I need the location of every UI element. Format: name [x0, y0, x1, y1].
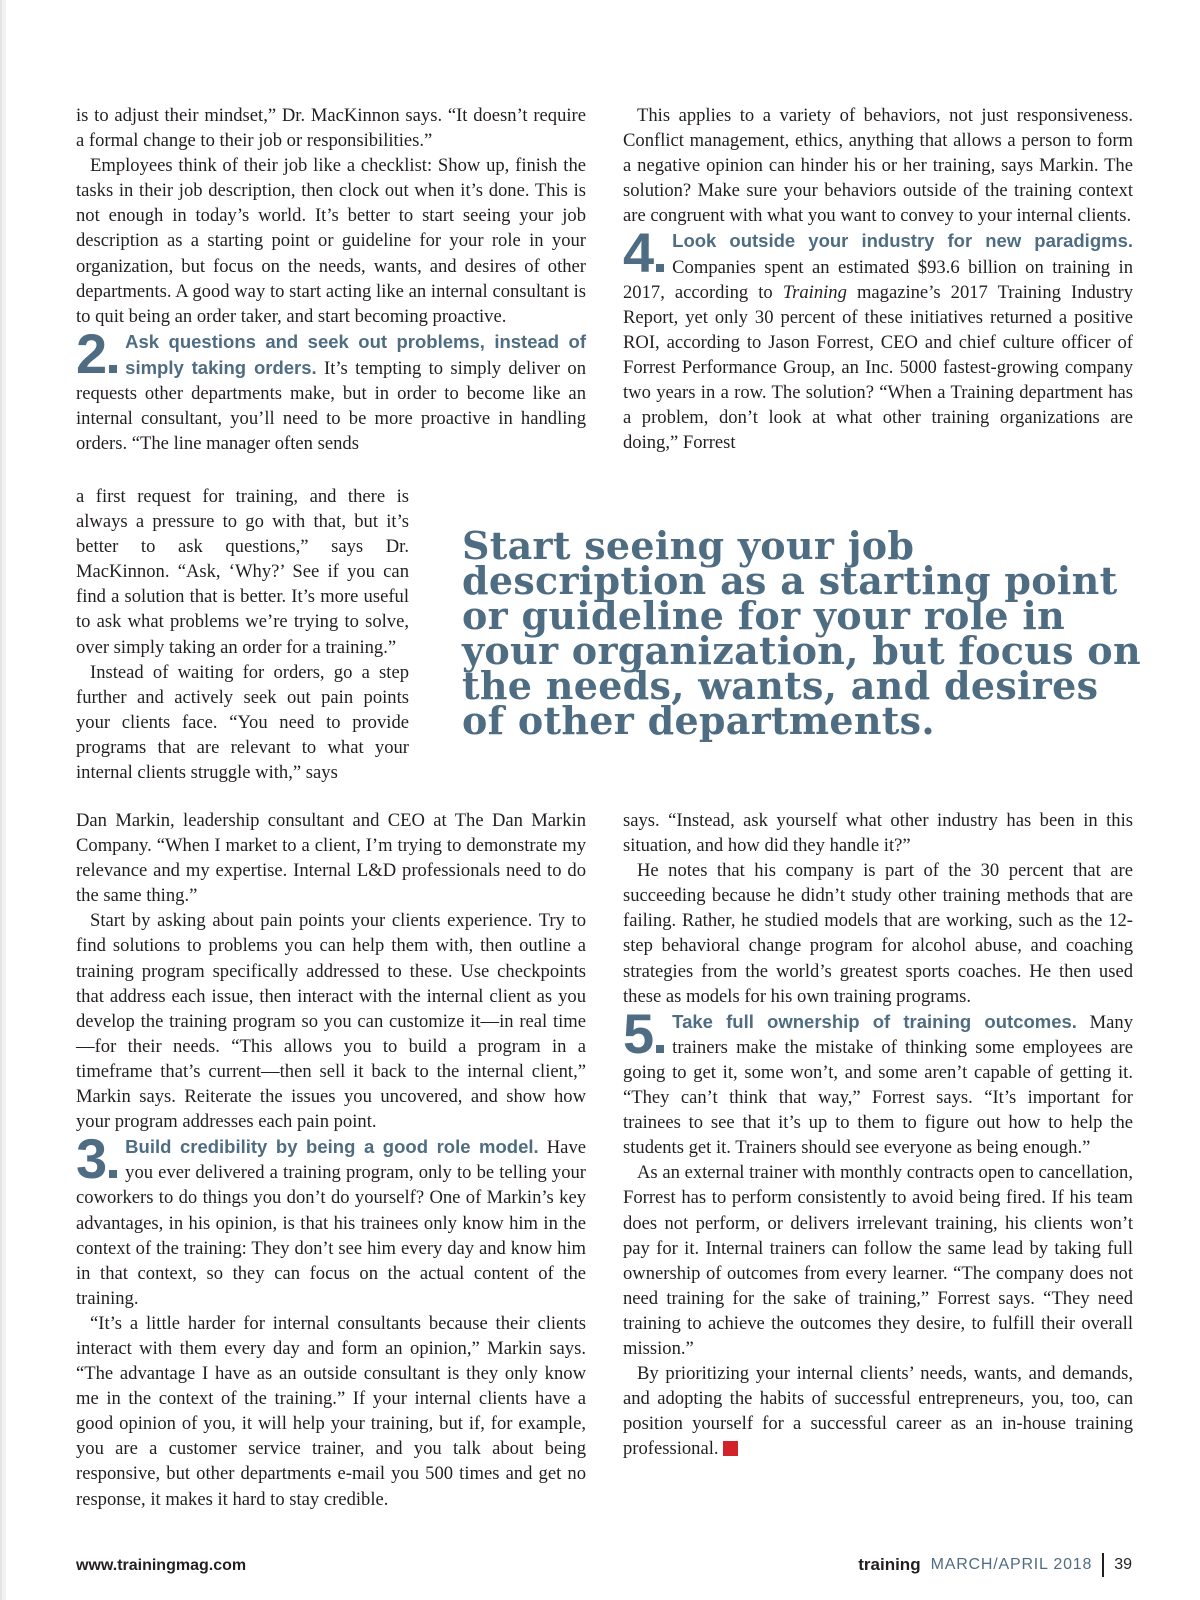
- section-number: 4: [623, 230, 664, 278]
- section-3: [76, 1127, 586, 1311]
- section-heading: Ask questions and seek out problems, instead of simply taking orders.: [125, 330, 586, 378]
- page-edge-line: [0, 0, 2, 1600]
- section-5: [623, 1001, 1133, 1161]
- section-body: Many trainers make the mistake of thinking some employees are going to get it, some won’t, and some aren’t capable of getting it. “They can’t think that way,” Forrest says. “It’s important for trainees to see that it’s up to them to figure out how to help the students get it. Trainers should see everyone as being enough.”: [623, 1011, 1133, 1159]
- section-heading: Build credibility by being a good role model.: [125, 1136, 539, 1158]
- footer-url[interactable]: www.trainingmag.com: [76, 1557, 247, 1574]
- square-bullet-icon: [109, 1170, 117, 1178]
- square-bullet-icon: [109, 365, 117, 373]
- paragraph: Start by asking about pain points your clients experience. Try to find solutions to problems you can help them with, then outline a training program specifically addressed to these. Use checkpoints that address each issue, then interact with the internal client as you develop the training program so you can customize it—in real time—for their needs. “This allows you to build a program in a timeframe that’s current—then sell it back to the internal client,” Markin says. Reiterate the issues you uncovered, and show how your program addresses each pain point.: [76, 910, 586, 1133]
- section-body-continued: magazine’s 2017 Training Industry Report, yet only 30 percent of these initiatives returned a positive ROI, according to Jason Forrest, CEO and chief culture officer of Forrest Performance Group, an Inc. 5000 fastest-growing company two years in a row. The solution? “When a Training department has a problem, don’t look at what other training organizations are doing,” Forrest: [623, 281, 1133, 454]
- paragraph: Instead of waiting for orders, go a step further and actively seek out pain points your clients face. “You need to provide programs that are relevant to what your internal clients struggle with,” says: [76, 661, 409, 784]
- paragraph: is to adjust their mindset,” Dr. MacKinnon says. “It doesn’t require a formal change to their job or responsibilities.”: [76, 105, 586, 152]
- section-2-paragraph: [76, 321, 586, 456]
- paragraph: This applies to a variety of behaviors, not just responsiveness. Conflict management, ethics, anything that allows a person to form a negative opinion can hinder his or her training, says Markin. The solution? Make sure your behaviors outside of the training context are congruent with what you want to convey to your internal clients.: [623, 105, 1133, 227]
- left-column-top: [76, 103, 586, 456]
- footer-issue: MARCH/APRIL 2018: [930, 1556, 1093, 1573]
- paragraph: says. “Instead, ask yourself what other industry has been in this situation, and how did they handle it?”: [623, 810, 1133, 857]
- left-column-narrow: [76, 484, 409, 785]
- paragraph: As an external trainer with monthly contracts open to cancellation, Forrest has to perform consistently to avoid being fired. If his team does not perform, or delivers irrelevant training, his clients won’t pay for it. Internal trainers can follow the same lead by taking full ownership of outcomes from every learner. “The company does not need training for the sake of training,” Forrest says. “They need training to achieve the outcomes they desire, to fulfill their overall mission.”: [623, 1162, 1133, 1359]
- pull-quote: Start seeing your job description as a starting point or guideline for your role in your organization, but focus on the needs, wants, and desires of other departments.: [462, 523, 1141, 743]
- section-4-paragraph: [623, 221, 1133, 455]
- footer-divider: [1102, 1553, 1104, 1577]
- magazine-title: Training: [782, 281, 847, 303]
- paragraph: Employees think of their job like a checklist: Show up, finish the tasks in their job description, then clock out when it’s done. This is not enough in today’s world. It’s better to start seeing your job description as a starting point or guideline for your role in your organization, but focus on the needs, wants, and desires of other departments. A good way to start acting like an internal consultant is to quit being an order taker, and start becoming proactive.: [76, 155, 586, 327]
- section-4: [623, 221, 1133, 455]
- square-bullet-icon: [656, 1045, 664, 1053]
- section-body: Have you ever delivered a training program, only to be telling your coworkers to do things you don’t do yourself? One of Markin’s key advantages, in his opinion, is that his trainees only know him in the context of the training: They don’t see him every day and know him in that context, so they can focus on the actual content of the training.: [76, 1137, 586, 1309]
- paragraph: He notes that his company is part of the 30 percent that are succeeding because he didn’t study other training methods that are failing. Rather, he studied models that are working, such as the 12-step behavioral change program for alcohol abuse, and coaching strategies from the world’s greatest sports coaches. He then used these as models for his own training programs.: [623, 860, 1133, 1007]
- section-number: 2: [76, 331, 117, 379]
- square-bullet-icon: [656, 264, 664, 272]
- footer-folio: [858, 1553, 1132, 1577]
- right-column-top: [623, 103, 1133, 455]
- training-logo-end-mark-icon: [723, 1441, 738, 1456]
- section-body: Companies spent an estimated $93.6 billion on training in 2017, according to: [623, 256, 1133, 303]
- section-body: It’s tempting to simply deliver on requests other departments make, but in order to become like an internal consultant, you’ll need to be more proactive in handling orders. “The line manager often sends: [76, 357, 586, 455]
- section-number: 5: [623, 1011, 664, 1059]
- paragraph: Dan Markin, leadership consultant and CEO at The Dan Markin Company. “When I market to a client, I’m trying to demonstrate my relevance and my expertise. Internal L&D professionals need to do the same thing.”: [76, 810, 586, 907]
- paragraph: a first request for training, and there is always a pressure to go with that, but it’s better to ask questions,” says Dr. MacKinnon. “Ask, ‘Why?’ See if you can find a solution that is better. It’s more useful to ask what problems we’re trying to solve, over simply taking an order for a training.”: [76, 486, 409, 658]
- right-column-bottom: [623, 808, 1133, 1461]
- section-heading: Take full ownership of training outcomes.: [672, 1010, 1077, 1032]
- page-number: 39: [1114, 1556, 1132, 1573]
- section-3-paragraph: [76, 1127, 586, 1311]
- section-heading: Look outside your industry for new paradigms.: [672, 230, 1133, 252]
- section-2: [76, 321, 586, 456]
- paragraph-final: By prioritizing your internal clients’ needs, wants, and demands, and adopting the habits of successful entrepreneurs, you, too, can position yourself for a successful career as an in-house training professional.t: [623, 1361, 1133, 1461]
- paragraph: “It’s a little harder for internal consultants because their clients interact with them every day and form an opinion,” Markin says. “The advantage I have as an outside consultant is they only know me in the context of the training.” If your internal clients have a good opinion of you, it will help your training, but if, for example, you are a customer service trainer, and you talk about being responsive, but other departments e-mail you 500 times and get no response, it makes it hard to stay credible.: [76, 1312, 586, 1510]
- section-number: 3: [76, 1136, 117, 1184]
- left-column-bottom: [76, 808, 586, 1512]
- footer-brand: training: [858, 1555, 921, 1574]
- section-5-paragraph: [623, 1001, 1133, 1161]
